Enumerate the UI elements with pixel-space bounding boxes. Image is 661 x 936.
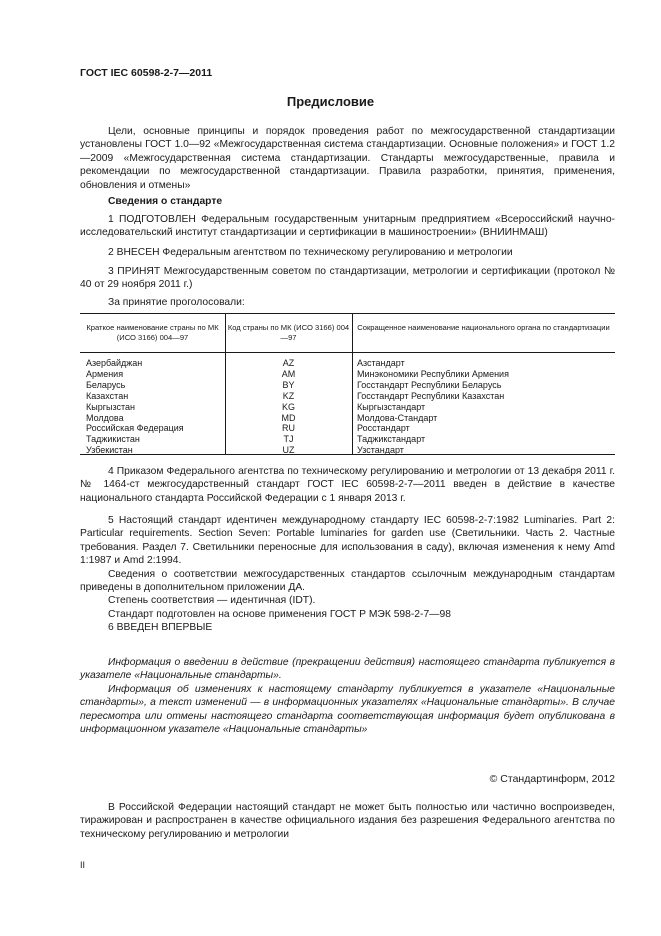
item-1: 1 ПОДГОТОВЛЕН Федеральным государственным унитарным предприятием «Всероссийский научно-исследовательский институт стандартизации и сертификации в машиностроении» (ВНИИНМАШ): [80, 214, 615, 239]
item5-block: [80, 514, 615, 635]
table-cell-code: MD: [281, 412, 296, 423]
item-4: 4 Приказом Федерального агентства по техническому регулированию и метрологии от 13 декабря 2011 г. № 1464-ст межгосударственный стандарт ГОСТ IEC 60598-2-7—2011 введен в действие в качестве национального стандарта Российской Федерации с 1 января 2013 г.: [80, 466, 615, 504]
table-cell-body: Таджикстандарт: [357, 434, 426, 445]
table-top-border: [80, 313, 615, 314]
table-cell-body: Азстандарт: [357, 358, 405, 368]
table-cell-country: Казахстан: [86, 390, 129, 401]
standard-info-block: [80, 195, 615, 208]
table-cell-country: Азербайджан: [86, 358, 143, 368]
item-2: 2 ВНЕСЕН Федеральным агентством по техническому регулированию и метрологии: [108, 247, 513, 258]
body-column: [357, 358, 509, 456]
item3-block: [80, 265, 615, 292]
item-5-references: Сведения о соответствии межгосударственных стандартов ссылочным международным стандартам приведены в дополнительном приложении ДА.: [80, 568, 615, 594]
item-5-basis: Стандарт подготовлен на основе применения ГОСТ Р МЭК 598-2-7—98: [108, 608, 451, 620]
copyright-notice: © Стандартинформ, 2012: [489, 773, 615, 785]
table-header-country: Краткое наименование страны по МК (ИСО 3166) 004—97: [86, 323, 219, 342]
table-header-border: [80, 352, 615, 353]
info-paragraph-2: Информация об изменениях к настоящему стандарту публикуется в указателе «Национальные стандарты», а текст изменений — в информационных указателях «Национальные стандарты». В случае пересмотра или отмены настоящего стандарта соответствующая информация будет опубликована в информационном указателе «Национальные стандарты»: [80, 683, 615, 736]
info-block: [80, 656, 615, 736]
table-cell-country: Российская Федерация: [86, 423, 184, 434]
item2-block: [80, 246, 615, 259]
table-cell-country: Узбекистан: [86, 445, 133, 456]
intro-block: [80, 125, 615, 192]
section-heading: Сведения о стандарте: [108, 196, 223, 207]
reproduction-notice: В Российской Федерации настоящий стандарт не может быть полностью или частично воспроизведен, тиражирован и распространен в качестве официального издания без разрешения Федерального агентства по техническому регулированию и метрологии: [80, 802, 615, 840]
table-cell-body: Молдова-Стандарт: [357, 412, 438, 423]
item-3: 3 ПРИНЯТ Межгосударственным советом по стандартизации, метрологии и сертификации (протокол № 40 от 29 ноября 2011 г.): [80, 266, 615, 291]
item-5-conformity: Степень соответствия — идентичная (IDT).: [108, 595, 316, 607]
voted-block: [80, 296, 615, 309]
voting-table: [80, 313, 615, 455]
page-title: Предисловие: [286, 94, 375, 109]
table-cell-body: Узстандарт: [357, 445, 404, 456]
item-6: 6 ВВЕДЕН ВПЕРВЫЕ: [108, 622, 213, 634]
table-header-code: Код страны по МК (ИСО 3166) 004—97: [227, 323, 350, 342]
table-cell-country: Таджикистан: [86, 434, 140, 445]
table-cell-code: KZ: [282, 390, 295, 401]
item4-block: [80, 465, 615, 505]
table-cell-country: Кыргызстан: [86, 401, 135, 412]
voted-label: За принятие проголосовали:: [108, 297, 245, 308]
table-cell-code: RU: [282, 423, 295, 434]
table-header-body: Сокращенное наименование национального органа по стандартизации: [357, 323, 610, 332]
table-cell-country: Молдова: [86, 412, 124, 423]
table-cell-body: Госстандарт Республики Беларусь: [357, 379, 502, 390]
intro-paragraph: Цели, основные принципы и порядок проведения работ по межгосударственной стандартизации установлены ГОСТ 1.0—92 «Межгосударственная система стандартизации. Основные положения» и ГОСТ 1.2—2009 «Межгосударственная система стандартизации. Стандарты межгосударственные, правила и рекомендации по межгосударственной стандартизации. Правила разработки, принятия, применения, обновления и отмены»: [80, 126, 615, 191]
code-column: [225, 358, 352, 456]
page-number: II: [80, 860, 86, 870]
table-cell-country: Армения: [86, 368, 124, 379]
country-column: [86, 358, 184, 456]
table-cell-code: KG: [281, 401, 295, 412]
table-cell-code: UZ: [282, 445, 295, 456]
table-cell-code: BY: [282, 379, 295, 390]
item1-block: [80, 213, 615, 240]
table-cell-code: AM: [281, 368, 296, 379]
document-header: ГОСТ IEC 60598-2-7—2011: [80, 67, 213, 79]
table-cell-body: Минэкономики Республики Армения: [357, 368, 509, 379]
table-cell-body: Кыргызстандарт: [357, 401, 426, 412]
footer-block: [80, 801, 615, 841]
table-cell-code: AZ: [282, 358, 295, 368]
table-divider-2: [352, 313, 353, 455]
table-cell-code: TJ: [283, 434, 294, 445]
item-5: 5 Настоящий стандарт идентичен международному стандарту IEC 60598-2-7:1982 Luminaries. Part 2: Particular requirements. Section Seven: Portable luminaries for garden use (Светильники. Часть 2. Частные требования. Раздел 7. Светильники переносные для использования в саду), включая изменения к нему Amd 1:1987 и Amd 2:1994.: [80, 515, 615, 567]
info-paragraph-1: Информация о введении в действие (прекращении действия) настоящего стандарта публикуется в указателе «Национальные стандарты».: [80, 657, 615, 682]
table-cell-country: Беларусь: [86, 379, 126, 390]
table-cell-body: Госстандарт Республики Казахстан: [357, 390, 505, 401]
table-cell-body: Росстандарт: [357, 423, 410, 434]
